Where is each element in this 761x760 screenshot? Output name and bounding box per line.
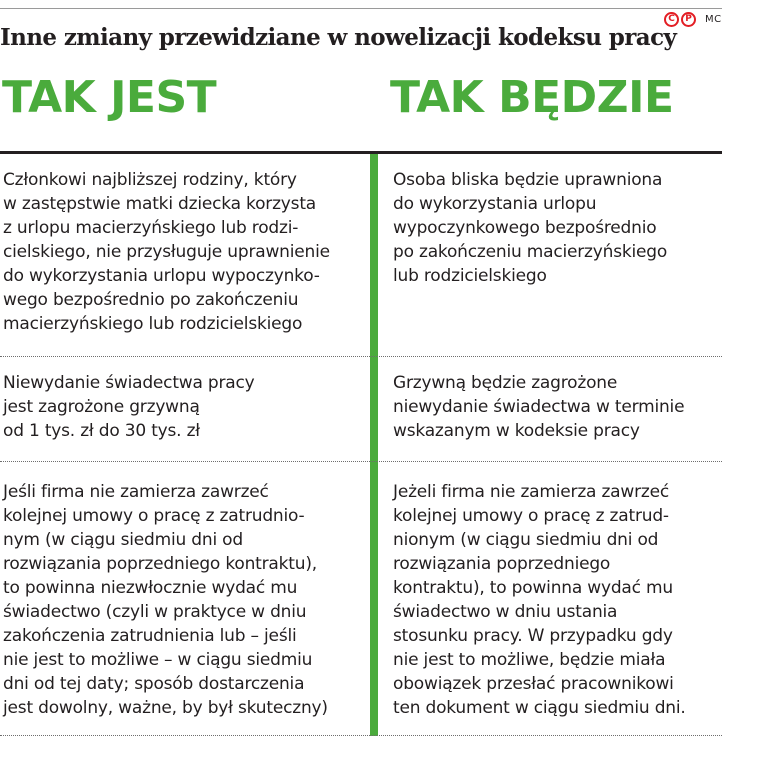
text-line: kolejnej umowy o pracę z zatrud- [393, 506, 669, 526]
phonogram-icon: P [681, 12, 696, 27]
row-3-new [393, 480, 686, 720]
text-line: wego bezpośrednio po zakończeniu [3, 290, 299, 310]
row-separator [0, 461, 722, 462]
top-rule [0, 8, 722, 9]
text-line: Członkowi najbliższej rodziny, który [3, 170, 297, 190]
text-line: Osoba bliska będzie uprawniona [393, 170, 663, 190]
text-line: rozwiązania poprzedniego [393, 554, 611, 574]
text-line: cielskiego, nie przysługuje uprawnienie [3, 242, 330, 262]
copyright-icon: C [664, 12, 679, 27]
heading-new-law: TAK BĘDZIE [390, 72, 674, 123]
text-line: ten dokument w ciągu siedmiu dni. [393, 698, 686, 718]
row-separator [0, 356, 722, 357]
text-line: nionym (w ciągu siedmiu dni od [393, 530, 659, 550]
text-line: po zakończeniu macierzyńskiego [393, 242, 668, 262]
text-line: lub rodzicielskiego [393, 266, 547, 286]
row-3-current [3, 480, 328, 720]
text-line: to powinna niezwłocznie wydać mu [3, 578, 298, 598]
text-line: świadectwo (czyli w praktyce w dniu [3, 602, 307, 622]
text-line: od 1 tys. zł do 30 tys. zł [3, 421, 200, 441]
text-line: kontraktu), to powinna wydać mu [393, 578, 673, 598]
text-line: dni od tej daty; sposób dostarczenia [3, 674, 305, 694]
text-line: nie jest to możliwe, będzie miała [393, 650, 666, 670]
row-1-new [393, 168, 667, 288]
heading-current-law: TAK JEST [2, 72, 217, 123]
text-line: z urlopu macierzyńskiego lub rodzi- [3, 218, 299, 238]
text-line: Jeżeli firma nie zamierza zawrzeć [393, 482, 670, 502]
text-line: rozwiązania poprzedniego kontraktu), [3, 554, 317, 574]
row-2-current [3, 371, 255, 443]
text-line: do wykorzystania urlopu wypoczynko- [3, 266, 320, 286]
row-2-new [393, 371, 684, 443]
row-1-current [3, 168, 330, 336]
column-divider [370, 154, 378, 736]
text-line: niewydanie świadectwa w terminie [393, 397, 685, 417]
text-line: zakończenia zatrudnienia lub – jeśli [3, 626, 297, 646]
text-line: nie jest to możliwe – w ciągu siedmiu [3, 650, 313, 670]
text-line: w zastępstwie matki dziecka korzysta [3, 194, 317, 214]
text-line: Jeśli firma nie zamierza zawrzeć [3, 482, 269, 502]
page-title: Inne zmiany przewidziane w nowelizacji kodeksu pracy [0, 24, 677, 51]
text-line: stosunku pracy. W przypadku gdy [393, 626, 673, 646]
header-rule [0, 151, 722, 154]
text-line: obowiązek przesłać pracownikowi [393, 674, 674, 694]
text-line: Niewydanie świadectwa pracy [3, 373, 255, 393]
text-line: wypoczynkowego bezpośrednio [393, 218, 657, 238]
text-line: Grzywną będzie zagrożone [393, 373, 618, 393]
text-line: kolejnej umowy o pracę z zatrudnio- [3, 506, 305, 526]
author-credit: MC [705, 14, 722, 25]
bottom-rule [0, 735, 722, 736]
text-line: nym (w ciągu siedmiu dni od [3, 530, 243, 550]
text-line: macierzyńskiego lub rodzicielskiego [3, 314, 303, 334]
text-line: jest dowolny, ważne, by był skuteczny) [3, 698, 328, 718]
text-line: do wykorzystania urlopu [393, 194, 597, 214]
text-line: świadectwo w dniu ustania [393, 602, 618, 622]
text-line: wskazanym w kodeksie pracy [393, 421, 640, 441]
text-line: jest zagrożone grzywną [3, 397, 200, 417]
